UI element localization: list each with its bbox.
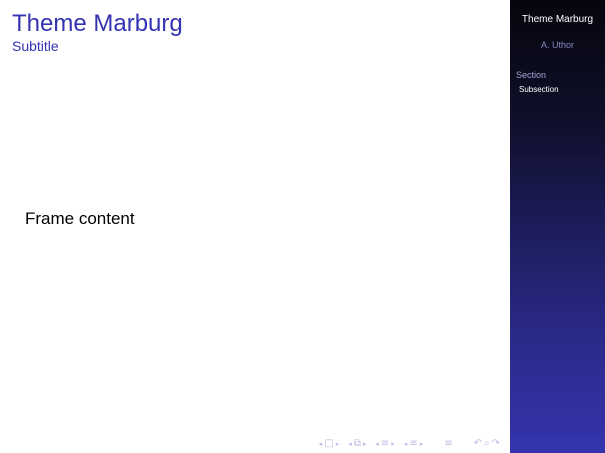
forward-icon[interactable]: ↷: [491, 438, 500, 449]
prev-section-icon[interactable]: ◂: [375, 440, 379, 448]
sidebar-item-subsection[interactable]: Subsection: [519, 85, 559, 94]
sidebar: [510, 0, 605, 453]
sidebar-item-section[interactable]: Section: [516, 70, 547, 80]
frame-content: Frame content: [25, 209, 135, 228]
prev-slide-icon[interactable]: ◂: [318, 440, 323, 448]
appendix-icon[interactable]: ≡: [444, 438, 453, 449]
frametitle-block: [12, 10, 183, 54]
frame-subtitle: Subtitle: [12, 38, 59, 54]
frame-title: Theme Marburg: [12, 10, 183, 37]
search-icon[interactable]: ⌕: [484, 438, 490, 449]
section-icon[interactable]: ≡: [380, 438, 390, 449]
slide-icon[interactable]: □: [324, 438, 334, 449]
subsection-icon[interactable]: ≡: [409, 438, 418, 449]
next-subsection-icon[interactable]: ▸: [419, 440, 424, 448]
back-icon[interactable]: ↶: [473, 438, 482, 449]
frame-icon[interactable]: ⧉: [353, 438, 361, 449]
next-slide-icon[interactable]: ▸: [335, 440, 340, 448]
sidebar-title: Theme Marburg: [521, 14, 594, 25]
next-section-icon[interactable]: ▸: [391, 440, 395, 448]
prev-subsection-icon[interactable]: ◂: [403, 440, 408, 448]
next-frame-icon[interactable]: ▸: [362, 440, 367, 448]
navigation-bar: [319, 439, 500, 449]
sidebar-author: A. Uthor: [540, 40, 574, 50]
prev-frame-icon[interactable]: ◂: [348, 440, 352, 448]
